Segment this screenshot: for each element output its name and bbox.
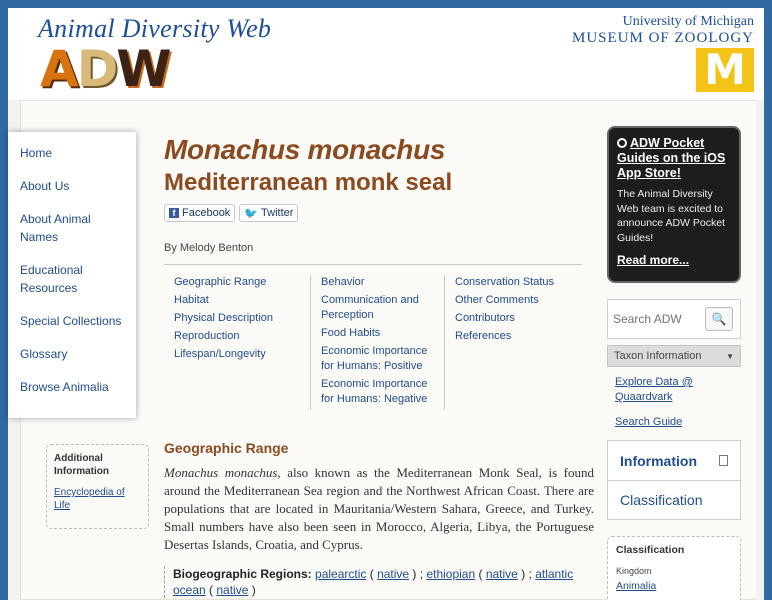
nav-browse-animalia[interactable]: Browse Animalia: [20, 380, 109, 394]
toc-behavior[interactable]: Behavior: [321, 276, 365, 288]
status-native-2[interactable]: native: [485, 567, 518, 581]
logo-letter-w: W: [116, 40, 170, 98]
logo-letter-a: A: [40, 40, 77, 98]
twitter-label: Twitter: [261, 207, 294, 219]
scientific-name: Monachus monachus: [164, 134, 446, 165]
tab-classification-label: Classification: [620, 492, 703, 508]
biogeographic-regions: Biogeographic Regions: palearctic ( native ) ; ethiopian ( native ) ; atlantic ocean ( native ): [164, 566, 594, 598]
document-icon: [719, 455, 728, 466]
classification-box: [607, 536, 741, 600]
facebook-icon: f: [169, 208, 179, 218]
toc-reproduction[interactable]: Reproduction: [174, 330, 240, 342]
author-byline: By Melody Benton: [164, 242, 254, 254]
facebook-label: Facebook: [182, 207, 231, 219]
tab-information[interactable]: [607, 440, 741, 480]
region-palearctic[interactable]: palearctic: [315, 567, 367, 581]
species-italic: Monachus monachus: [164, 465, 278, 480]
table-of-contents: [164, 264, 582, 410]
adw-logo[interactable]: [40, 40, 170, 98]
tab-classification[interactable]: [607, 480, 741, 520]
search-box: [607, 299, 741, 339]
toc-lifespan[interactable]: Lifespan/Longevity: [174, 348, 266, 360]
share-bar: [164, 204, 594, 222]
toc-food-habits[interactable]: Food Habits: [321, 327, 381, 339]
article: [164, 132, 594, 598]
magnifier-icon: 🔍: [711, 312, 727, 326]
site-banner: [8, 8, 764, 100]
twitter-bird-icon: 🐦: [244, 207, 259, 220]
university-name: University of Michigan: [622, 14, 754, 29]
promo-read-more[interactable]: Read more...: [617, 253, 690, 267]
toc-other-comments[interactable]: Other Comments: [455, 294, 539, 306]
toc-conservation-status[interactable]: Conservation Status: [455, 276, 555, 288]
bio-label: Biogeographic Regions:: [173, 567, 312, 581]
toc-economic-negative[interactable]: Economic Importance for Humans: Negative: [321, 378, 428, 405]
search-button[interactable]: [705, 307, 733, 331]
search-input[interactable]: [613, 312, 705, 326]
nav-special-collections[interactable]: Special Collections: [20, 314, 122, 328]
common-name: Mediterranean monk seal: [164, 169, 453, 196]
nav-about-animal-names[interactable]: About Animal Names: [20, 212, 91, 244]
quaardvark-link[interactable]: Explore Data @ Quaardvark: [615, 376, 693, 403]
status-native-1[interactable]: native: [377, 567, 410, 581]
classification-heading: Classification: [616, 544, 685, 556]
umich-m-logo[interactable]: M: [696, 48, 754, 92]
geographic-range-paragraph: [164, 464, 594, 554]
region-atlantic-ocean[interactable]: atlantic ocean: [173, 567, 574, 597]
left-nav: [8, 132, 136, 418]
promo-title[interactable]: ADW Pocket Guides on the iOS App Store!: [617, 136, 726, 180]
nav-about-us[interactable]: About Us: [20, 179, 70, 193]
toc-economic-positive[interactable]: Economic Importance for Humans: Positive: [321, 345, 428, 372]
logo-letter-d: D: [76, 40, 117, 98]
toc-column-2: [310, 275, 444, 410]
section-heading-geographic-range: Geographic Range: [164, 440, 289, 456]
nav-educational-resources[interactable]: Educational Resources: [20, 263, 83, 295]
museum-name: MUSEUM OF ZOOLOGY: [571, 30, 754, 46]
toc-geographic-range[interactable]: Geographic Range: [174, 276, 267, 288]
classification-rank: Kingdom: [616, 566, 652, 576]
toc-physical-description[interactable]: Physical Description: [174, 312, 274, 324]
clock-icon: [617, 138, 627, 148]
toc-contributors[interactable]: Contributors: [455, 312, 515, 324]
umich-wordmark[interactable]: [572, 14, 754, 47]
paragraph-text: , also known as the Mediterranean Monk Seal, is found around the Mediterranean Sea region and the Northwest African Coast. There are populations that are located in Mauritania/Western Sahara, Greece, and Turkey. Small numbers have also been seen in Morocco, Algeria, Libya, the Portuguese Desertas Islands, Croatia, and Cyprus.: [164, 465, 594, 552]
toc-column-1: [164, 275, 310, 410]
nav-glossary[interactable]: Glossary: [20, 347, 68, 361]
nav-home[interactable]: Home: [20, 146, 53, 160]
dropdown-arrow-icon: ▼: [726, 351, 734, 361]
site-title[interactable]: Animal Diversity Web: [38, 14, 272, 43]
classification-value[interactable]: Animalia: [616, 580, 657, 592]
facebook-share-button[interactable]: [164, 204, 235, 222]
toc-communication[interactable]: Communication and Perception: [321, 294, 419, 321]
additional-info-box: [46, 444, 149, 529]
tab-information-label: Information: [620, 452, 697, 469]
taxon-select[interactable]: [607, 345, 741, 367]
search-guide-link[interactable]: Search Guide: [615, 416, 683, 428]
pocket-guide-promo: [607, 126, 741, 283]
right-sidebar: [607, 126, 741, 600]
additional-info-heading: Additional Information: [54, 453, 109, 477]
toc-column-3: [444, 275, 582, 410]
twitter-share-button[interactable]: [239, 204, 298, 222]
status-native-3[interactable]: native: [216, 583, 249, 597]
promo-body: The Animal Diversity Web team is excited to announce ADW Pocket Guides!: [617, 188, 725, 244]
region-ethiopian[interactable]: ethiopian: [426, 567, 476, 581]
toc-references[interactable]: References: [455, 330, 512, 342]
taxon-select-value: Taxon Information: [614, 350, 702, 362]
eol-link[interactable]: Encyclopedia of Life: [54, 487, 125, 511]
sidebar-links: [607, 367, 741, 430]
toc-habitat[interactable]: Habitat: [174, 294, 209, 306]
